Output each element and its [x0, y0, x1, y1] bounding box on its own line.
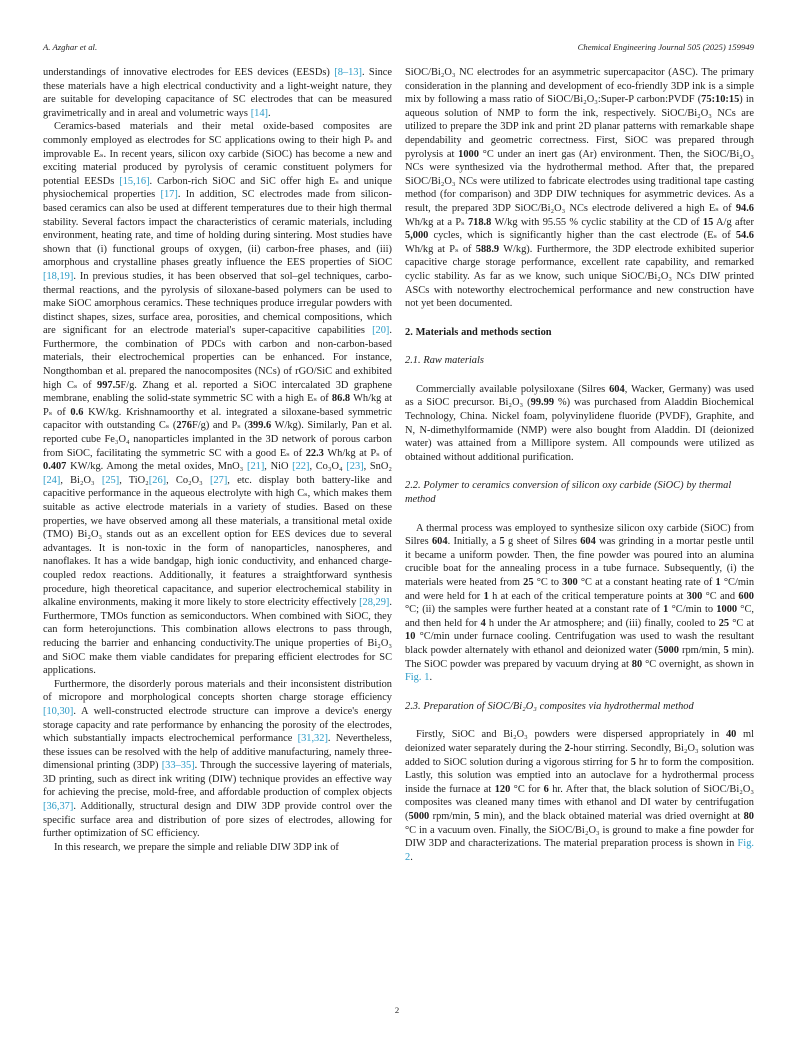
text-run: Wh/kg at a Pₛ [405, 216, 468, 228]
text-run: °C/min and were held for [405, 577, 755, 602]
text-run: 86.8 [331, 393, 351, 405]
text-run: 25 [523, 577, 534, 588]
text-run: 5 [499, 536, 505, 548]
text-run: h at each of the critical temperature points at [488, 590, 687, 602]
text-run: Wh/kg at Pₛ of [323, 447, 392, 459]
text-run: hr. After that, the black solution of SiOC/Bi₂O₃ composites was cleaned many times with ethanol and DI water by centrifugation ( [405, 783, 754, 822]
text-run: 1000 [458, 148, 479, 160]
text-run: 276 [176, 420, 192, 432]
text-run: . Through the successive layering of materials, 3D printing, such as direct ink writing (DIW) technique provides an effective way for achieving the precise, mold-free, and affordable production of complex objects [43, 760, 392, 799]
citation-link[interactable]: [22] [292, 461, 310, 473]
text-run: In this research, we prepare the simple and reliable DIW 3DP ink of [54, 841, 339, 853]
text-run: 2. Materials and methods section [405, 326, 552, 338]
text-run: . [410, 851, 413, 863]
running-author: A. Azghar et al. [43, 42, 98, 52]
citation-link[interactable]: [24] [43, 474, 61, 486]
text-run: °C at [729, 617, 755, 629]
text-run: 80 [631, 658, 643, 670]
text-run: 25 [718, 617, 730, 629]
citation-link[interactable]: [15,16] [119, 175, 150, 187]
citation-link[interactable]: [26] [148, 474, 167, 486]
text-run: rpm/min, [678, 644, 724, 656]
subsection-heading [405, 700, 754, 714]
text-run: , Co₂O₃ [166, 474, 210, 486]
text-run: °C for [510, 783, 544, 795]
citation-link[interactable]: [33–35] [161, 760, 195, 772]
running-journal-title: Chemical Engineering Journal 505 (2025) 159949 [577, 42, 754, 52]
text-run: h under the Ar atmosphere; and (iii) finally, cooled to [485, 617, 719, 629]
citation-link[interactable]: [27] [209, 474, 228, 486]
text-run: was grinding in a mortar pestle until it became a uniform powder. Then, the fine powder was poured into an alumina crucible boat for the annealing process in a tube furnace. Subsequently, (i) the materials were heated from [405, 536, 755, 588]
text-run: understandings of innovative electrodes for EES devices (EESDs) [43, 67, 335, 78]
text-run: F/g) and Pₛ ( [191, 420, 248, 432]
citation-link[interactable]: [8–13] [334, 67, 362, 78]
text-run: A thermal process was employed to synthesize silicon oxy carbide (SiOC) from Silres [405, 522, 754, 548]
text-run: W/kg). Furthermore, the 3DP electrode exhibited superior capacitive charge storage performance, excellent rate capability, and remarked cyclic stability. As far as we know, such unique SiOC/Bi₂O₃ NCs DIW printed ASCs with noteworthy electrochemical performance and new construction have not yet been documented. [405, 243, 754, 310]
text-run: 997.5 [97, 379, 121, 391]
text-run: 5 [630, 756, 636, 768]
paragraph [43, 841, 392, 855]
text-run: ml deionized water separately during the [405, 729, 754, 754]
text-run: 40 [725, 729, 737, 741]
paragraph [43, 66, 392, 120]
text-run: °C at a constant heating rate of [577, 577, 716, 588]
text-run: Furthermore, the disorderly porous materials and their inconsistent distribution of micropore and morphological concepts shorten charge storage efficiency [43, 678, 392, 704]
text-run: Ceramics-based materials and their metal oxide-based composites are commonly employed as electrodes for SC applications owing to their high Pₛ and improvable Eₛ. In recent years, silicon oxy carbide (SiOC) has become a new and exciting material produced by pyrolysis of ceramic constituent polymers for potential EESDs [43, 121, 392, 187]
text-run: 2.1. Raw materials [405, 355, 484, 367]
text-run: KW/kg. Among the metal oxides, MnO₃ [66, 461, 247, 473]
text-run: . In previous studies, it has been observed that sol–gel techniques, carbo-thermal reactions, and the pyrolysis of siloxane-based polymers can be used to make SiOC amorphous ceramics. These techniques produce irregular powders with distinct shapes, sizes, surface area, porosities, and chemical compositions, which are significant for an electrode material's super-capacitive capabilities [43, 270, 392, 337]
text-run: . Nevertheless, these issues can be resolved with the help of additive manufacturing, namely three-dimensional printing (3DP) [43, 733, 392, 772]
text-run: ) in aqueous solution of NMP to form the ink, respectively. SiOC/Bi₂O₃ NCs are utilized to prepare the 3DP ink and print 2D planar patterns with remarkable shape dependability and geometric correctness. First, SiOC was prepared through pyrolysis at [405, 94, 754, 160]
text-run: °C under an inert gas (Ar) environment. Then, the SiOC/Bi₂O₃ NCs were synthesized via the hydrothermal method. After that, the prepared SiOC/Bi₂O₃ NCs were utilized to fabricate electrodes using traditional tape casting method (for comparison) and 3DP DIW techniques for asymmetric devices. As a result, the prepared 3DP SiOC/Bi₂O₃ NCs electrode delivered a high Eₛ of [405, 148, 754, 214]
text-run: 0.407 [43, 461, 67, 473]
text-run: °C/min to [668, 604, 717, 616]
subsection-heading [405, 479, 754, 506]
text-run: . Since these materials have a high electrical conductivity and a light-weight nature, they are suitable for developing capacitance of SC electrodes that can be measured gravimetrically and in areal and volumetric ways [43, 67, 392, 119]
paragraph [405, 522, 754, 685]
text-run: 1000 [716, 604, 738, 616]
citation-link[interactable]: [10,30] [43, 705, 74, 717]
text-run: 600 [738, 590, 754, 602]
text-run: °C/min under furnace cooling. Centrifugation was used to wash the resultant black powder alternately with ethanol and deionized water ( [405, 631, 754, 656]
text-run: . A well-constructed electrode structure can improve a device's energy storage capacity and rate performance by enhancing the porosity of the electrodes, which substantially impacts electrochemical performance [43, 705, 392, 745]
text-run: , etc. display both battery-like and capacitive performance in the aqueous electrolyte with high Cₛ, which makes them suitable as active electrode materials in a variety of studies. Based on these properties, we have observed among all these materials, a transitional metal oxide (TMO) Bi₂O₃ stands out as an excellent option for EES devices due to several advantages. It is non-toxic in the form of nanoparticles, nanospheres, and nanoflakes. It has a wide bandgap, high ionic conductivity, and enhanced charge-coupled redox reactions. Additionally, it features a straightforward synthesis procedure, high theoretical capacitance, and superior electrochemical stability in alkaline environments, making it more likely to store electricity effectively [43, 474, 392, 609]
section-heading [405, 326, 754, 340]
text-run: 2 [564, 742, 570, 754]
text-run: , Bi₂O₃ [60, 474, 102, 486]
text-run: 1 [663, 604, 669, 616]
paragraph [405, 728, 754, 864]
text-run: Wh/kg at Pₛ of [405, 243, 476, 255]
text-run: . Furthermore, the combination of PDCs with carbon and non-carbon-based materials, their electrochemical properties can be enhanced. For instance, Nongthomban et al. prepared the nanocomposites (NCs) of rGO/SiC and exhibited high Cₛ of [43, 325, 392, 391]
text-run: 6 [543, 783, 549, 795]
text-run: . In addition, SC electrodes made from silicon-based ceramics can also be used at different temperatures due to their high thermal stability. Several factors impact the characteristics of ceramic materials, including environment, heating rate, and time of holding during sintering. Most studies have shown that (i) functional groups of oxygen, (ii) carbon-free phases, and (iii) amorphous and crystalline phases greatly influence the EES properties of SiOC [43, 189, 392, 269]
citation-link[interactable]: [20] [372, 325, 390, 337]
text-run: hr to form the composition. Lastly, this solution was emptied into an autoclave for a hydrothermal process inside the furnace at [405, 756, 754, 795]
right-column [405, 66, 754, 864]
text-run: 1 [483, 590, 489, 602]
subsection-heading [405, 354, 754, 368]
text-run: A/g after [713, 216, 754, 228]
text-run: 604 [609, 383, 625, 395]
text-run: 604 [431, 536, 448, 548]
text-run: min), and the black obtained material was dried overnight at [479, 810, 744, 822]
citation-link[interactable]: [18,19] [43, 270, 74, 282]
text-run: °C to [533, 577, 563, 588]
text-run: 75:10:15 [701, 94, 740, 106]
text-run: F/g. Zhang et al. reported a SiOC intercalated 3D graphene membrane, enabling the solid-state symmetric SC with a high Eₛ of [43, 379, 392, 405]
citation-link[interactable]: [17] [160, 189, 178, 201]
citation-link[interactable]: [14] [250, 107, 269, 119]
text-run: 99.99 [530, 397, 555, 409]
text-run: rpm/min, [429, 810, 475, 822]
citation-link[interactable]: [31,32] [297, 733, 328, 745]
citation-link[interactable]: [25] [101, 474, 120, 486]
text-run: , TiO₂ [119, 474, 149, 486]
text-run: 1 [715, 577, 721, 588]
text-run: 2.2. Polymer to ceramics conversion of silicon oxy carbide (SiOC) by thermal method [405, 480, 732, 506]
text-run: 4 [480, 617, 486, 629]
text-run: , NiO [264, 461, 293, 473]
citation-link[interactable]: [36,37] [43, 801, 74, 813]
text-run: KW/kg. Krishnamoorthy et al. integrated a siloxane-based symmetric capacitor with outstanding Cₛ ( [43, 406, 393, 432]
text-run: min). The SiOC powder was prepared by vacuum drying at [405, 644, 755, 670]
text-run: SiOC/Bi₂O₃ NC electrodes for an asymmetric supercapacitor (ASC). The primary consideration in the planning and development of eco-friendly 3DP ink is a simple mix by following a mass ratio of SiOC/Bi₂O₃:Super-P carbon:PVDF ( [405, 67, 754, 106]
text-run: 80 [743, 810, 754, 822]
text-run: °C in a vacuum oven. Finally, the SiOC/Bi₂O₃ is ground to make a fine powder for DIW 3DP and characterizations. The material preparation process is shown in [405, 824, 754, 850]
text-run: 2.3. Preparation of SiOC/Bi₂O₃ composites via hydrothermal method [405, 700, 694, 712]
text-run: 5 [723, 644, 729, 656]
text-run: 94.6 [735, 202, 754, 214]
text-run: 604 [580, 536, 596, 548]
two-column-body [43, 66, 754, 864]
text-run: 718.8 [467, 216, 492, 228]
text-run: 300 [562, 577, 578, 588]
text-run: 5 [474, 810, 480, 822]
text-run: 399.6 [247, 420, 272, 432]
text-run: . Initially, a [447, 536, 500, 548]
text-run: 5000 [658, 644, 679, 656]
text-run: 5,000 [405, 230, 429, 242]
text-run: °C and [702, 590, 739, 602]
text-run: °C, and then held for [405, 604, 754, 629]
citation-link[interactable]: [28,29] [359, 597, 390, 609]
text-run: 22.3 [305, 447, 324, 459]
text-run: °C; (ii) the samples were further heated at a constant rate of [405, 604, 664, 616]
text-run: 588.9 [475, 243, 500, 255]
text-run: Firstly, SiOC and Bi₂O₃ powders were dispersed appropriately in [416, 729, 726, 741]
figure-link[interactable]: Fig. 2 [405, 838, 754, 863]
citation-link[interactable]: [23] [346, 461, 364, 473]
text-run: Wh/kg at Pₛ of [43, 393, 392, 418]
text-run: , SnO₂ [363, 461, 392, 473]
text-run: %) was purchased from Aladdin Biochemical Technology, China. Nickel foam, polyvinylidene fluoride (PVDF), Graphite, and N, N-dimethylformamide (NMP) were also bought from Aladdin. DI (deionized water) was attained from a Millipore system. All compounds were utilized as obtained without additional purification. [405, 397, 755, 463]
text-run: . Carbon-rich SiOC and SiC offer high Eₛ and unique physiochemical properties [43, 175, 392, 201]
text-run: Commercially available polysiloxane (Silres [416, 383, 610, 395]
text-run: . Additionally, structural design and DIW 3DP provide control over the specific surface area and distribution of pore sizes of electrodes, allowing for further optimization of SC efficiency. [43, 801, 392, 840]
paragraph [405, 383, 754, 465]
left-column [43, 66, 392, 864]
text-run: cycles, which is significantly higher than the cast electrode (Eₛ of [428, 230, 736, 242]
page-number: 2 [394, 1005, 400, 1015]
text-run: 5000 [408, 810, 430, 822]
paragraph [405, 66, 754, 311]
text-run: . [268, 107, 271, 119]
citation-link[interactable]: [21] [246, 461, 265, 473]
text-run: , Co₃O₄ [309, 461, 347, 473]
text-run: 120 [494, 783, 511, 795]
figure-link[interactable]: Fig. 1 [405, 672, 430, 684]
text-run: , Wacker, Germany) was used as a SiOC precursor. Bi₂O₃ ( [405, 383, 754, 409]
paragraph [43, 678, 392, 841]
text-run: W/kg with 95.55 % cyclic stability at the CD of [491, 216, 703, 228]
text-run: W/kg). Similarly, Pan et al. reported cube Fe₃O₄ nanoparticles implanted in the 3D network of porous carbon from SiOC, facilitating the symmetric SC with a good Eₛ of [43, 420, 392, 459]
text-run: 300 [686, 590, 703, 602]
text-run: °C overnight, as shown in [642, 658, 754, 670]
text-run: 15 [702, 216, 714, 228]
text-run: g sheet of Silres [504, 536, 581, 548]
text-run: 0.6 [70, 406, 84, 418]
running-header [43, 42, 754, 52]
text-run: . [429, 672, 433, 684]
paragraph [43, 120, 392, 677]
text-run: -hour stirring. Secondly, Bi₂O₃ solution was added to SiOC solution during a vigorous stirring for [405, 742, 754, 768]
text-run: 54.6 [735, 230, 754, 242]
text-run: 10 [405, 631, 416, 643]
text-run: . Furthermore, TMOs function as semiconductors. When combined with SiOC, they can form heterojunctions. This combination allows electrons to pass through, reducing the barrier and enhancing conductivity.The unique properties of Bi₂O₃ and SiOC make them viable candidates for preparing efficient electrodes for SC applications. [43, 597, 392, 677]
